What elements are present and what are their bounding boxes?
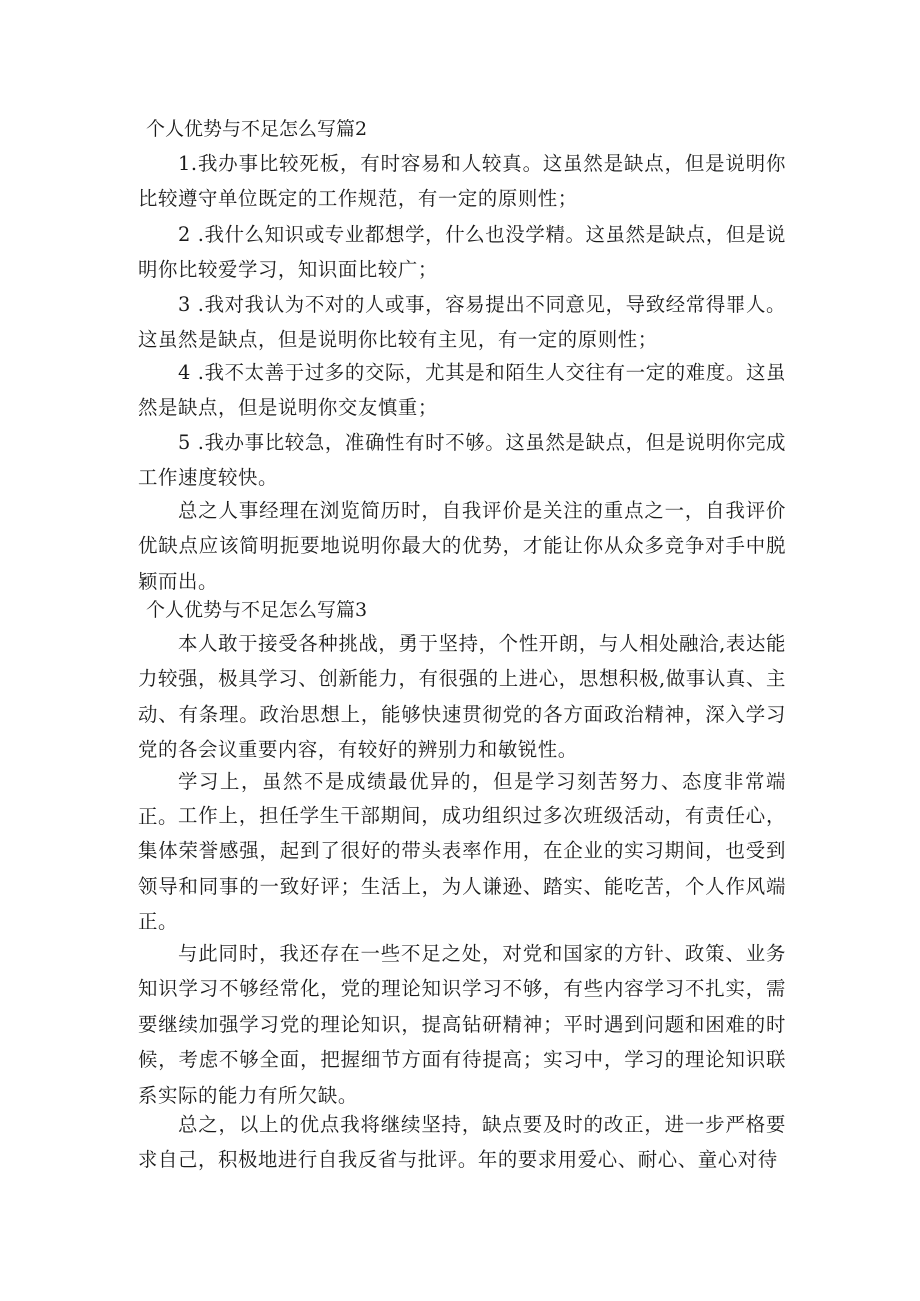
section-2-item-2: 2 .我什么知识或专业都想学，什么也没学精。这虽然是缺点，但是说明你比较爱学习，知识面比较广； bbox=[138, 223, 786, 282]
section-2-item-5: 5 .我办事比较急，准确性有时不够。这虽然是缺点，但是说明你完成工作速度较快。 bbox=[138, 431, 786, 490]
section-3-paragraph: 本人敢于接受各种挑战，勇于坚持，个性开朗，与人相处融洽,表达能力较强，极具学习、创新能力，有很强的上进心，思想积极,做事认真、主动、有条理。政治思想上，能够快速贯彻党的各方面政治精神，深入学习党的各会议重要内容，有较好的辨别力和敏锐性。 bbox=[138, 632, 786, 762]
section-2-summary: 总之人事经理在浏览简历时，自我评价是关注的重点之一，自我评价优缺点应该简明扼要地说明你最大的优势，才能让你从众多竞争对手中脱颖而出。 bbox=[138, 499, 786, 593]
section-3-paragraph: 总之，以上的优点我将继续坚持，缺点要及时的改正，进一步严格要求自己，积极地进行自我反省与批评。年的要求用爱心、耐心、童心对待 bbox=[138, 1113, 786, 1172]
section-2-item-4: 4 .我不太善于过多的交际，尤其是和陌生人交往有一定的难度。这虽然是缺点，但是说明你交友慎重； bbox=[138, 361, 786, 420]
section-2-item-1: 1.我办事比较死板，有时容易和人较真。这虽然是缺点，但是说明你比较遵守单位既定的工作规范，有一定的原则性； bbox=[138, 152, 786, 211]
section-3-paragraph: 与此同时，我还存在一些不足之处，对党和国家的方针、政策、业务知识学习不够经常化，党的理论知识学习不够，有些内容学习不扎实，需要继续加强学习党的理论知识，提高钻研精神；平时遇到问题和困难的时候，考虑不够全面，把握细节方面有待提高；实习中，学习的理论知识联系实际的能力有所欠缺。 bbox=[138, 942, 786, 1107]
section-3-paragraph: 工作上，担任学生干部期间，成功组织过多次班级活动，有责任心，集体荣誉感强，起到了很好的带头表率作用，在企业的实习期间，也受到领导和同事的一致好评；生活上，为人谦逊、踏实、能吃苦，个人作风端正。 bbox=[138, 804, 786, 934]
section-3-paragraph: 学习上，虽然不是成绩最优异的，但是学习刻苦努力、态度非常端正。 bbox=[138, 770, 786, 829]
section-3-heading: 个人优势与不足怎么写篇3 bbox=[146, 599, 368, 621]
section-2-item-3: 3 .我对我认为不对的人或事，容易提出不同意见，导致经常得罪人。这虽然是缺点，但是说明你比较有主见，有一定的原则性； bbox=[138, 293, 786, 352]
section-2-heading: 个人优势与不足怎么写篇2 bbox=[146, 118, 368, 140]
